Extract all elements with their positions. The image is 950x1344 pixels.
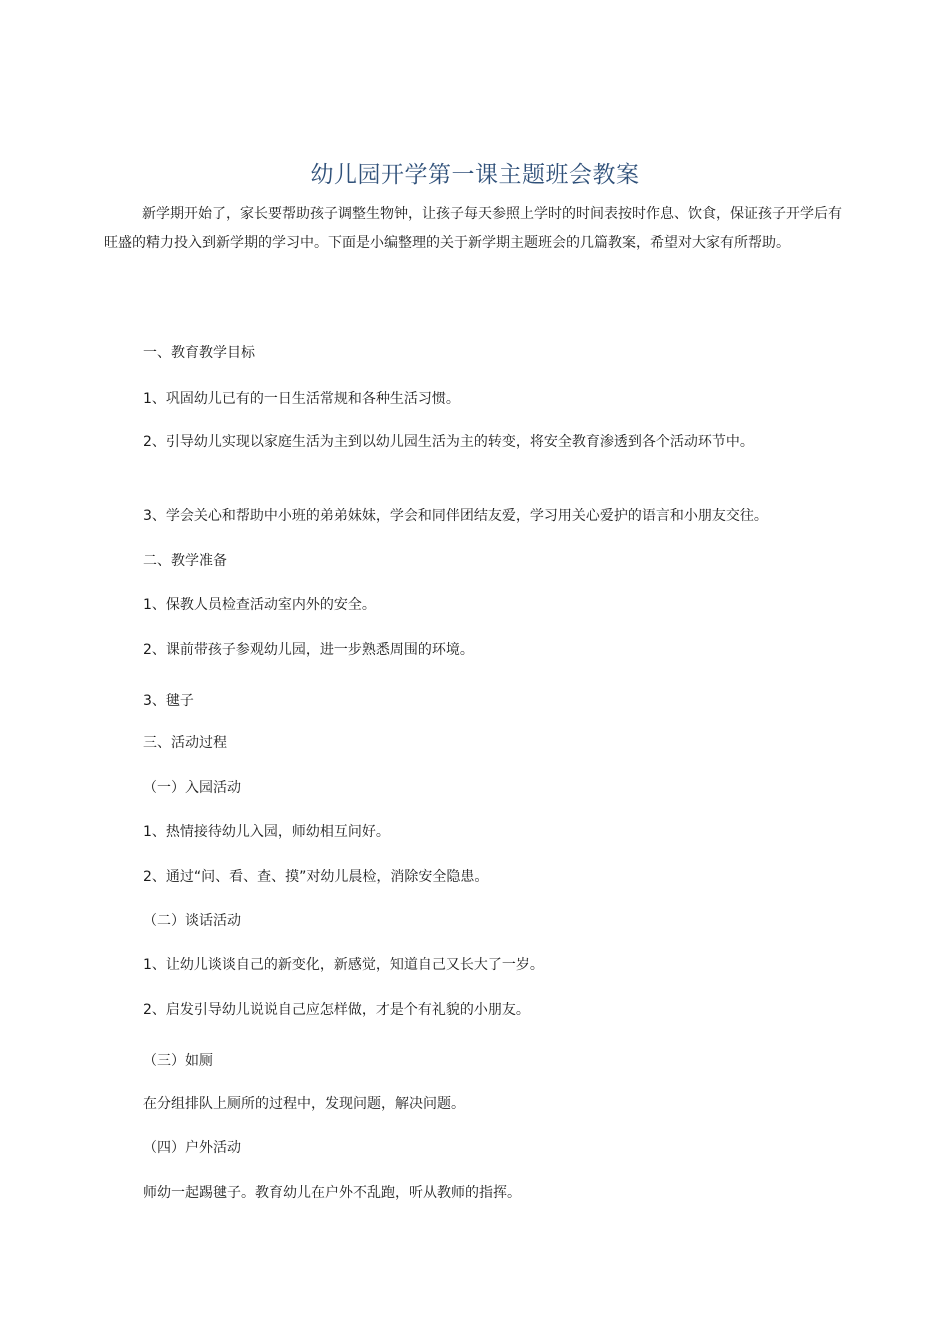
list-item: 3、学会关心和帮助中小班的弟弟妹妹，学会和同伴团结友爱，学习用关心爱护的语言和小朋友交往。 — [143, 508, 768, 524]
section-heading-goals: 一、教育教学目标 — [143, 345, 255, 361]
subsection-heading: （四）户外活动 — [143, 1140, 241, 1156]
list-item: 2、通过“问、看、查、摸”对幼儿晨检，消除安全隐患。 — [143, 869, 489, 885]
list-item: 1、让幼儿谈谈自己的新变化，新感觉，知道自己又长大了一岁。 — [143, 957, 544, 973]
list-item: 1、保教人员检查活动室内外的安全。 — [143, 597, 376, 613]
list-item: 在分组排队上厕所的过程中，发现问题，解决问题。 — [143, 1096, 465, 1112]
section-heading-process: 三、活动过程 — [143, 735, 227, 751]
intro-paragraph: 新学期开始了，家长要帮助孩子调整生物钟，让孩子每天参照上学时的时间表按时作息、饮食，保证孩子开学后有旺盛的精力投入到新学期的学习中。下面是小编整理的关于新学期主题班会的几篇教案，希望对大家有所帮助。 — [104, 206, 842, 251]
list-item: 2、引导幼儿实现以家庭生活为主到以幼儿园生活为主的转变，将安全教育渗透到各个活动环节中。 — [143, 434, 754, 450]
list-item: 1、热情接待幼儿入园，师幼相互问好。 — [143, 824, 390, 840]
list-item: 1、巩固幼儿已有的一日生活常规和各种生活习惯。 — [143, 391, 460, 407]
subsection-heading: （一）入园活动 — [143, 780, 241, 796]
subsection-heading: （二）谈话活动 — [143, 913, 241, 929]
subsection-heading: （三）如厕 — [143, 1053, 213, 1069]
document-title: 幼儿园开学第一课主题班会教案 — [310, 162, 640, 188]
list-item: 2、启发引导幼儿说说自己应怎样做，才是个有礼貌的小朋友。 — [143, 1002, 530, 1018]
list-item: 2、课前带孩子参观幼儿园，进一步熟悉周围的环境。 — [143, 642, 474, 658]
section-heading-preparation: 二、教学准备 — [143, 553, 227, 569]
list-item: 师幼一起踢毽子。教育幼儿在户外不乱跑，听从教师的指挥。 — [143, 1185, 521, 1201]
list-item: 3、毽子 — [143, 693, 194, 709]
